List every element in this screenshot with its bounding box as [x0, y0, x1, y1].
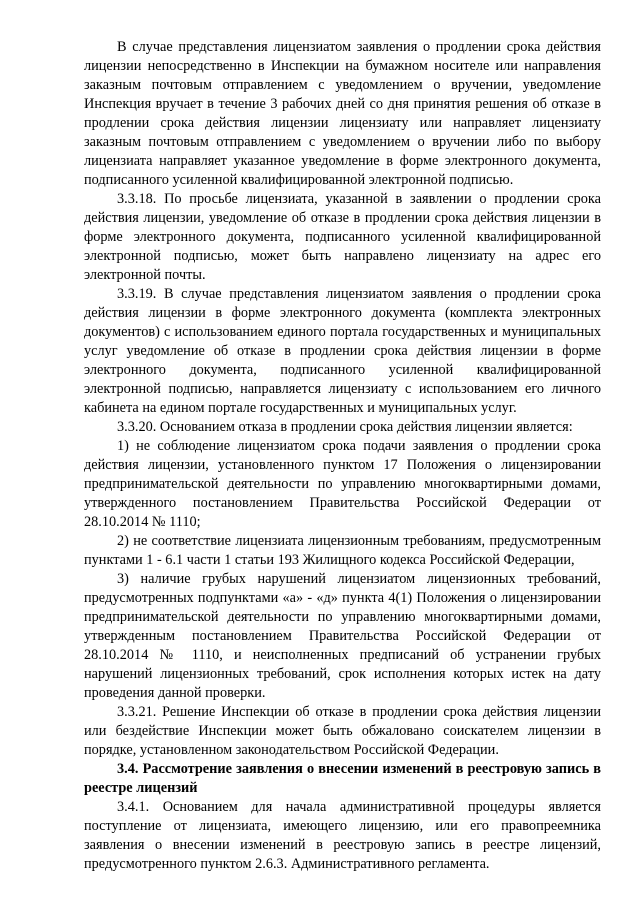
paragraph-3-3-18: 3.3.18. По просьбе лицензиата, указанной в заявлении о продлении срока действия лицензии, уведомление об отказе в продлении срока действия лицензии в форме электронного документа, подписанного усиленной квалифицированной электронной подписью, может быть направлено лицензиату на адрес его электронной почты.	[84, 191, 601, 283]
document-page	[84, 38, 601, 874]
paragraph-3-3-21: 3.3.21. Решение Инспекции об отказе в продлении срока действия лицензии или бездействие Инспекции может быть обжаловано соискателем лицензии в порядке, установленном законодательством Российской Федерации.	[84, 704, 601, 758]
paragraph-notification-delivery: В случае представления лицензиатом заявления о продлении срока действия лицензии непосредственно в Инспекции на бумажном носителе или направления заказным почтовым отправлением с уведомлением о вручении, уведомление Инспекция вручает в течение 3 рабочих дней со дня принятия решения об отказе в продлении срока действия лицензии лицензиату или направляет лицензиату заказным почтовым отправлением с уведомлением о вручении либо по выбору лицензиата направляет указанное уведомление в форме электронного документа, подписанного усиленной квалифицированной электронной подписью.	[84, 39, 601, 188]
list-item-1: 1) не соблюдение лицензиатом срока подачи заявления о продлении срока действия лицензии, установленного пунктом 17 Положения о лицензировании предпринимательской деятельности по управлению многоквартирными домами, утвержденного постановлением Правительства Российской Федерации от 28.10.2014 № 1110;	[84, 438, 601, 530]
paragraph-3-3-20: 3.3.20. Основанием отказа в продлении срока действия лицензии является:	[117, 419, 573, 435]
paragraph-3-3-19: 3.3.19. В случае представления лицензиатом заявления о продлении срока действия лицензии в форме электронного документа (комплекта электронных документов) с использованием единого портала государственных и муниципальных услуг уведомление об отказе в продлении срока действия лицензии в форме электронного документа, подписанного усиленной квалифицированной электронной подписью, направляется лицензиату с использованием его личного кабинета на едином портале государственных и муниципальных услуг.	[84, 286, 601, 416]
list-item-3: 3) наличие грубых нарушений лицензиатом лицензионных требований, предусмотренных подпунктами «а» - «д» пункта 4(1) Положения о лицензировании предпринимательской деятельности по управлению многоквартирными домами, утвержденным постановлением Правительства Российской Федерации от 28.10.2014 № 1110, и неисполненных предписаний об устранении грубых нарушений лицензионных требований, срок исполнения которых истек на дату проведения данной проверки.	[84, 571, 601, 701]
section-heading-3-4: 3.4. Рассмотрение заявления о внесении изменений в реестровую запись в реестре лицензий	[84, 761, 601, 796]
paragraph-3-4-1: 3.4.1. Основанием для начала административной процедуры является поступление от лицензиата, имеющего лицензию, или его правопреемника заявления о внесении изменений в реестровую запись в реестре лицензий, предусмотренного пунктом 2.6.3. Административного регламента.	[84, 799, 601, 872]
list-item-2: 2) не соответствие лицензиата лицензионным требованиям, предусмотренным пунктами 1 - 6.1 части 1 статьи 193 Жилищного кодекса Российской Федерации,	[84, 533, 601, 568]
